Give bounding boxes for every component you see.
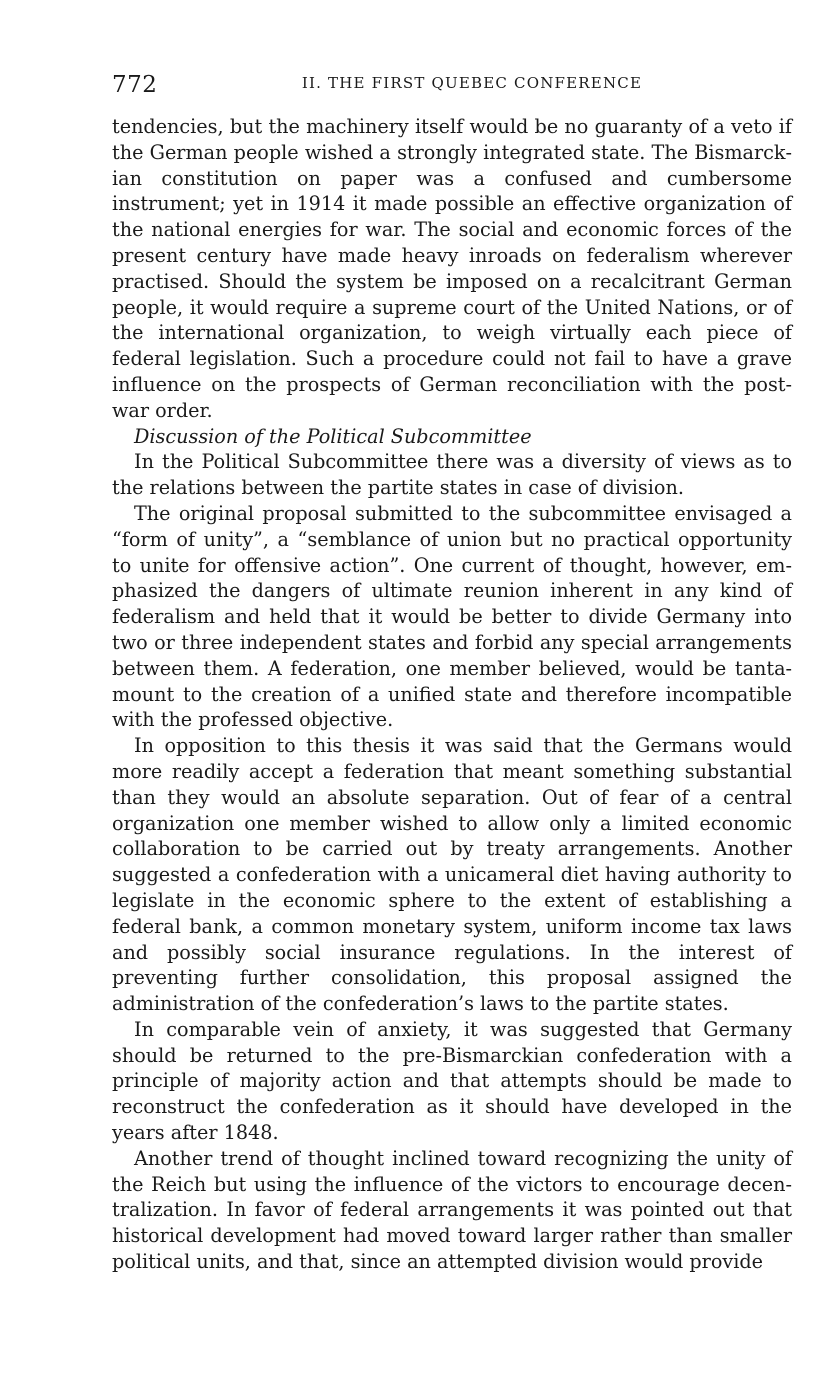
page-number: 772	[112, 72, 158, 98]
subheading-political-subcommittee: Discussion of the Political Subcommittee	[134, 424, 532, 448]
body-text	[112, 114, 792, 1275]
paragraph: In opposition to this thesis it was said that the Germans would more readily accept a federation that meant something substantial than they would an absolute separation. Out of fear of a central organization one member wished to allow only a limited economic collaboration to be carried out by treaty arrangements. Another suggested a confederation with a unicameral diet having authority to legislate in the economic sphere to the extent of establishing a federal bank, a common monetary system, uniform income tax laws and possibly social insurance regulations. In the interest of preventing further consolidation, this proposal assigned the administration of the confederation’s laws to the partite states.	[112, 734, 792, 1016]
paragraph: Another trend of thought inclined toward recognizing the unity of the Reich but using the influence of the victors to encourage decentralization. In favor of federal arrangements it was pointed out that historical development had moved toward larger rather than smaller political units, and that, since an attempted division would provide	[112, 1146, 792, 1274]
running-head	[112, 68, 792, 102]
paragraph: The original proposal submitted to the subcommittee envisaged a “form of unity”, a “semblance of union but no practical opportunity to unite for offensive action”. One current of thought, however, emphasized the dangers of ultimate reunion inherent in any kind of federalism and held that it would be better to divide Germany into two or three independent states and forbid any special arrangements between them. A federation, one member believed, would be tantamount to the creation of a unified state and therefore incompatible with the professed objective.	[112, 501, 792, 732]
paragraph-continued: tendencies, but the machinery itself would be no guaranty of a veto if the German people wished a strongly integrated state. The Bismarckian constitution on paper was a confused and cumbersome instrument; yet in 1914 it made possible an effective organization of the national energies for war. The social and economic forces of the present century have made heavy inroads on federalism wherever practised. Should the system be imposed on a recalcitrant German people, it would require a supreme court of the United Nations, or of the international organization, to weigh virtually each piece of federal legislation. Such a procedure could not fail to have a grave influence on the prospects of German reconciliation with the post-war order.	[112, 115, 792, 422]
paragraph: In comparable vein of anxiety, it was suggested that Germany should be returned to the pre-Bismarckian confederation with a principle of majority action and that attempts should be made to reconstruct the confederation as it should have developed in the years after 1848.	[112, 1017, 792, 1145]
section-title: II. THE FIRST QUEBEC CONFERENCE	[301, 74, 643, 92]
book-page	[112, 68, 792, 1275]
paragraph: In the Political Subcommittee there was a diversity of views as to the relations between the partite states in case of division.	[112, 450, 792, 500]
